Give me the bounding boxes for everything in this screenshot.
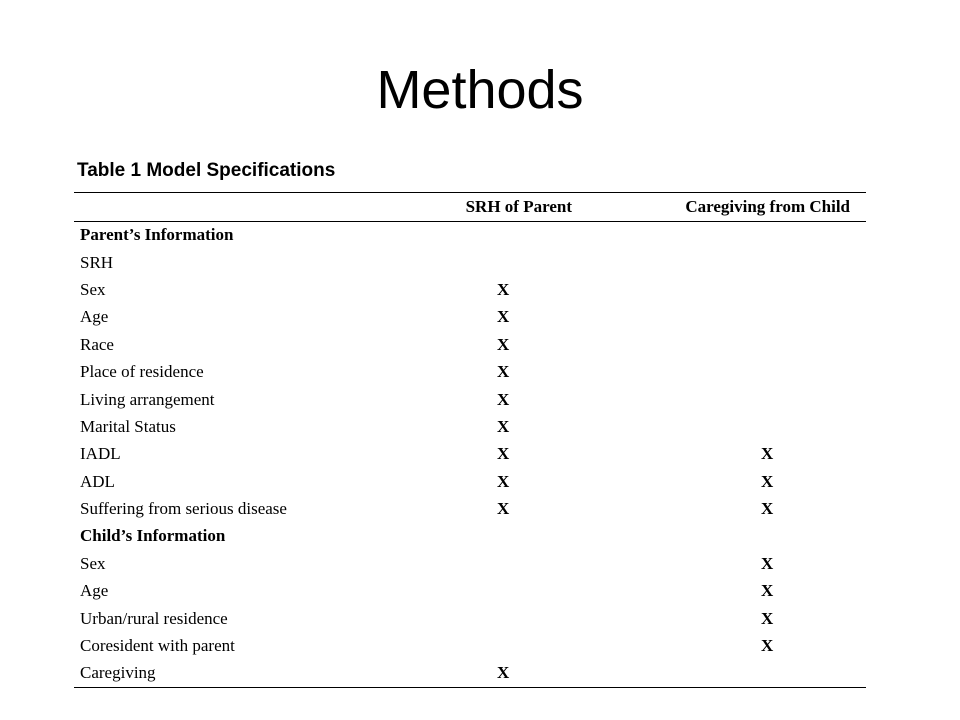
- srh-of-parent-cell: X: [497, 471, 510, 491]
- srh-of-parent-cell: [364, 550, 612, 577]
- variable-label: Sex: [80, 553, 106, 573]
- srh-of-parent-cell: X: [497, 416, 510, 436]
- table-caption: Table 1 Model Specifications: [77, 160, 336, 181]
- srh-of-parent-cell: [364, 523, 612, 550]
- column-header-variable: [74, 193, 364, 222]
- section-label: Parent’s Information: [80, 225, 234, 245]
- caregiving-from-child-cell: [612, 249, 866, 276]
- variable-label: Suffering from serious disease: [80, 499, 287, 519]
- variable-label: ADL: [80, 471, 115, 491]
- table-row: [74, 386, 866, 413]
- model-specifications-table: [74, 192, 866, 688]
- caregiving-from-child-cell: X: [761, 636, 774, 656]
- variable-label: Urban/rural residence: [80, 608, 228, 628]
- table-row: [74, 413, 866, 440]
- table-section-row: [74, 523, 866, 550]
- caregiving-from-child-cell: X: [761, 444, 774, 464]
- table-row: [74, 249, 866, 276]
- variable-label: SRH: [80, 252, 114, 272]
- column-header-srh-of-parent: SRH of Parent: [465, 197, 572, 216]
- variable-label: Age: [80, 581, 109, 601]
- caregiving-from-child-cell: [612, 523, 866, 550]
- srh-of-parent-cell: X: [497, 663, 510, 683]
- srh-of-parent-cell: X: [497, 307, 510, 327]
- variable-label: IADL: [80, 444, 121, 464]
- column-header-caregiving-from-child: Caregiving from Child: [685, 197, 850, 216]
- table-header-row: [74, 193, 866, 222]
- table-row: [74, 495, 866, 522]
- table-row: [74, 331, 866, 358]
- caregiving-from-child-cell: [612, 358, 866, 385]
- srh-of-parent-cell: X: [497, 279, 510, 299]
- srh-of-parent-cell: [364, 222, 612, 249]
- srh-of-parent-cell: [364, 605, 612, 632]
- table-row: [74, 468, 866, 495]
- caregiving-from-child-cell: [612, 331, 866, 358]
- caregiving-from-child-cell: X: [761, 581, 774, 601]
- caregiving-from-child-cell: X: [761, 553, 774, 573]
- variable-label: Coresident with parent: [80, 636, 235, 656]
- caregiving-from-child-cell: [612, 386, 866, 413]
- caregiving-from-child-cell: X: [761, 608, 774, 628]
- caregiving-from-child-cell: [612, 222, 866, 249]
- table-row: [74, 632, 866, 659]
- srh-of-parent-cell: X: [497, 444, 510, 464]
- table-row: [74, 660, 866, 687]
- srh-of-parent-cell: [364, 578, 612, 605]
- variable-label: Living arrangement: [80, 389, 215, 409]
- caregiving-from-child-cell: X: [761, 499, 774, 519]
- caregiving-from-child-cell: [612, 276, 866, 303]
- table-body: [74, 222, 866, 688]
- variable-label: Caregiving: [80, 663, 156, 683]
- variable-label: Place of residence: [80, 362, 204, 382]
- slide-title: Methods: [376, 60, 584, 120]
- srh-of-parent-cell: X: [497, 389, 510, 409]
- table-row: [74, 578, 866, 605]
- table-row: [74, 550, 866, 577]
- variable-label: Marital Status: [80, 416, 176, 436]
- srh-of-parent-cell: X: [497, 334, 510, 354]
- table-row: [74, 276, 866, 303]
- srh-of-parent-cell: X: [497, 362, 510, 382]
- srh-of-parent-cell: [364, 632, 612, 659]
- table-row: [74, 358, 866, 385]
- caregiving-from-child-cell: X: [761, 471, 774, 491]
- variable-label: Race: [80, 334, 114, 354]
- table-row: [74, 605, 866, 632]
- srh-of-parent-cell: [364, 249, 612, 276]
- table-section-row: [74, 222, 866, 249]
- caregiving-from-child-cell: [612, 413, 866, 440]
- srh-of-parent-cell: X: [497, 499, 510, 519]
- caregiving-from-child-cell: [612, 660, 866, 687]
- variable-label: Age: [80, 307, 109, 327]
- table-row: [74, 304, 866, 331]
- variable-label: Sex: [80, 279, 106, 299]
- caregiving-from-child-cell: [612, 304, 866, 331]
- table-row: [74, 441, 866, 468]
- section-label: Child’s Information: [80, 526, 226, 546]
